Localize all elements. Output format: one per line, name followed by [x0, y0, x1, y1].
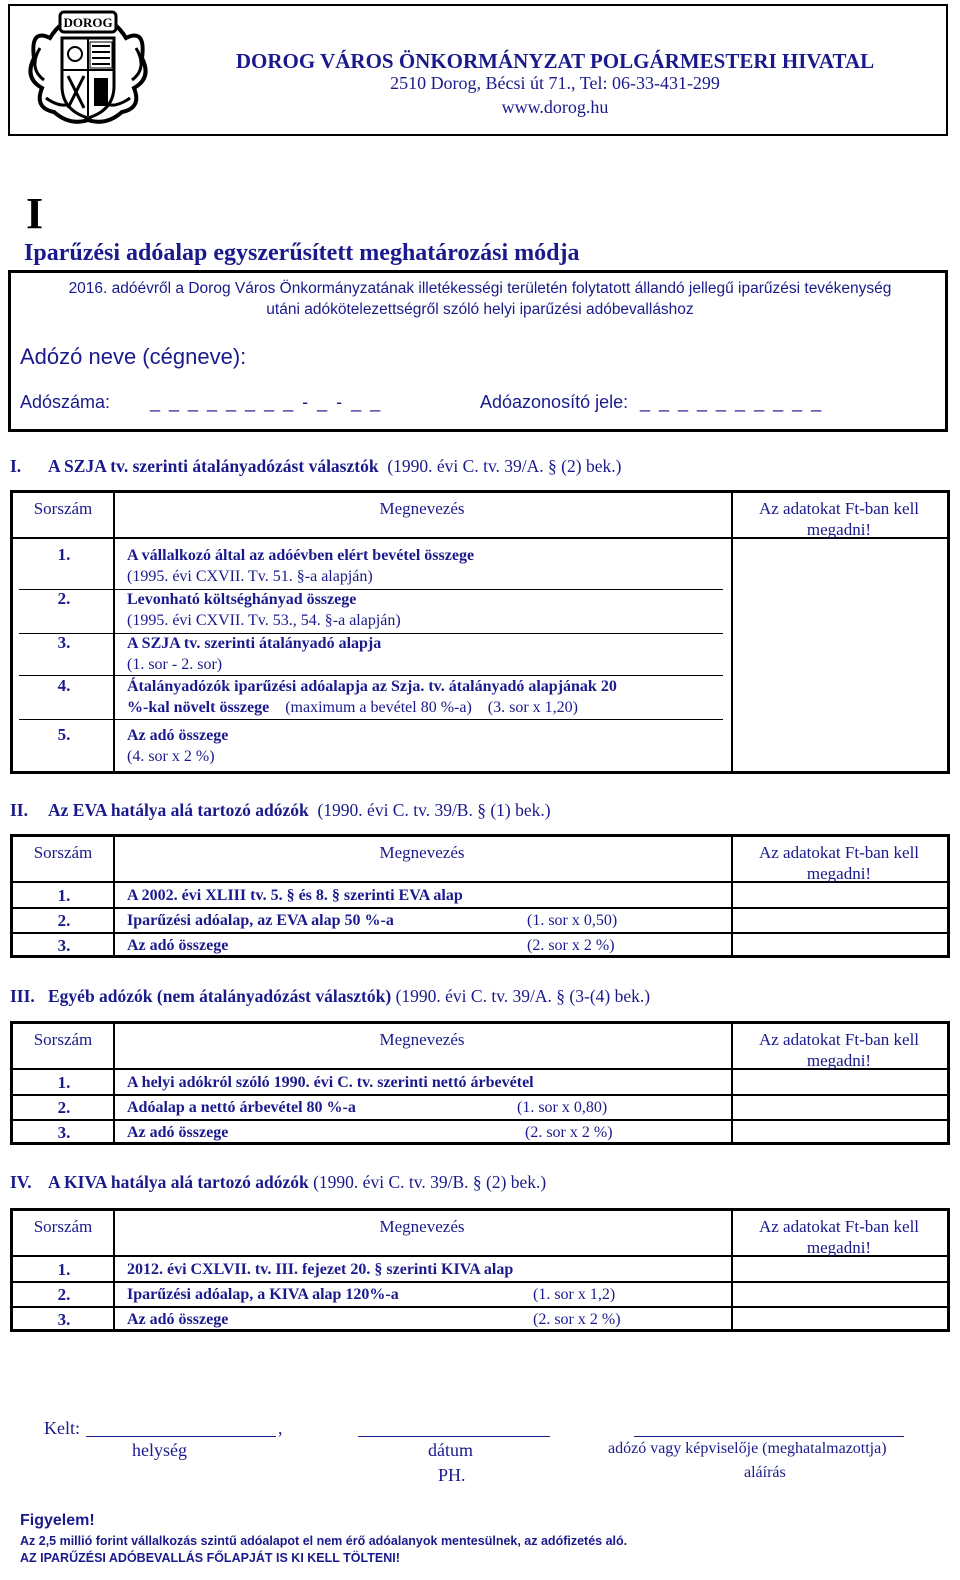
- section-1-title: [10, 456, 621, 477]
- table-row: Adóalap a nettó árbevétel 80 %-a: [127, 1099, 356, 1116]
- col-header-number: Sorszám: [33, 1030, 93, 1049]
- table-row: Az adó összege (4. sor x 2 %): [127, 727, 229, 765]
- table-row: A vállalkozó által az adóévben elért bevétel összege (1995. évi CXVII. Tv. 51. §-a alapján): [127, 547, 475, 585]
- office-address: 2510 Dorog, Bécsi út 71., Tel: 06-33-431-299: [390, 73, 720, 93]
- section-number: III.: [10, 986, 35, 1006]
- table-row: Iparűzési adóalap, az EVA alap 50 %-a: [127, 912, 394, 929]
- col-header-amount: Az adatokat Ft-ban kell: [758, 1030, 920, 1049]
- notice-line-2: AZ IPARŰZÉSI ADÓBEVALLÁS FŐLAPJÁT IS KI KELL TÖLTENI!: [20, 1551, 400, 1565]
- row-calc: (1. sor x 0,80): [517, 1099, 608, 1116]
- row-number: 3.: [57, 1123, 71, 1142]
- row-calc: (2. sor x 2 %): [525, 1124, 613, 1141]
- kelt-label: Kelt:: [44, 1418, 80, 1438]
- col-header-name: Megnevezés: [379, 1030, 465, 1049]
- row-number: 3.: [57, 936, 71, 955]
- row-number: 2.: [57, 1098, 71, 1117]
- row-number: 2.: [57, 1285, 71, 1304]
- col-header-number: Sorszám: [33, 1217, 93, 1236]
- row-number: 2.: [57, 589, 71, 608]
- taxpayer-name-label: Adózó neve (cégneve):: [20, 344, 247, 369]
- date-label: dátum: [428, 1440, 473, 1460]
- row-number: 1.: [57, 1073, 71, 1092]
- section-heading: A KIVA hatálya alá tartozó adózók: [48, 1172, 309, 1192]
- tax-number-label: Adószáma:: [20, 392, 111, 412]
- col-header-amount: Az adatokat Ft-ban kell: [758, 499, 920, 518]
- tax-number-field[interactable]: _ _ _ _ _ _ _ _ - _ - _ _: [150, 392, 383, 412]
- section-4-table: [10, 1208, 950, 1332]
- intro-line-1: 2016. adóévről a Dorog Város Önkormányzatának illetékességi területén folytatott állandó jellegű iparűzési tevékenység: [68, 280, 892, 297]
- table-row: Az adó összege: [127, 1311, 229, 1328]
- row-calc: (2. sor x 2 %): [533, 1311, 621, 1328]
- col-header-amount-note: megadni!: [806, 1238, 872, 1257]
- section-number: IV.: [10, 1172, 32, 1192]
- crest-banner-text: DOROG: [63, 15, 113, 30]
- table-row: A helyi adókról szóló 1990. évi C. tv. szerinti nettó árbevétel: [127, 1074, 534, 1091]
- section-2-title: [10, 800, 551, 821]
- row-calc: (2. sor x 2 %): [527, 937, 615, 954]
- office-title: DOROG VÁROS ÖNKORMÁNYZAT POLGÁRMESTERI HIVATAL: [235, 49, 875, 73]
- col-header-number: Sorszám: [33, 499, 93, 518]
- office-website[interactable]: www.dorog.hu: [501, 97, 609, 117]
- section-reference: (1990. évi C. tv. 39/A. § (3-(4) bek.): [395, 986, 651, 1006]
- table-row: A SZJA tv. szerinti átalányadó alapja (1. sor - 2. sor): [127, 635, 382, 673]
- row-number: 4.: [57, 676, 71, 695]
- section-number: I.: [10, 456, 22, 476]
- place-input-line[interactable]: [86, 1436, 276, 1437]
- form-letter: I: [26, 189, 44, 238]
- form-title: Iparűzési adóalap egyszerűsített meghatározási módja: [24, 240, 580, 266]
- table-row: 2012. évi CXLVII. tv. III. fejezet 20. § szerinti KIVA alap: [127, 1261, 514, 1278]
- section-reference: (1990. évi C. tv. 39/B. § (1) bek.): [317, 800, 551, 820]
- section-3-table: [10, 1021, 950, 1145]
- sign-label: aláírás: [744, 1464, 786, 1481]
- dorog-crest-logo: [20, 8, 156, 132]
- date-input-line[interactable]: [358, 1436, 550, 1437]
- section-4-title: [10, 1172, 546, 1193]
- col-header-number: Sorszám: [33, 843, 93, 862]
- col-header-amount-note: megadni!: [806, 520, 872, 539]
- col-header-amount: Az adatokat Ft-ban kell: [758, 843, 920, 862]
- row-number: 3.: [57, 633, 71, 652]
- tax-id-label: Adóazonosító jele:: [480, 392, 629, 412]
- col-header-name: Megnevezés: [379, 499, 465, 518]
- table-row: Átalányadózók iparűzési adóalapja az Szja. tv. átalányadó alapjának 20 %-kal növelt összege (maximum a bevétel 80 %-a) (3. sor x 1,20): [127, 678, 617, 716]
- col-header-amount-note: megadni!: [806, 1051, 872, 1070]
- kelt-comma: ,: [278, 1418, 283, 1438]
- col-header-amount: Az adatokat Ft-ban kell: [758, 1217, 920, 1236]
- signer-label: adózó vagy képviselője (meghatalmazottja): [608, 1440, 887, 1457]
- col-header-name: Megnevezés: [379, 1217, 465, 1236]
- notice-heading: Figyelem!: [20, 1512, 95, 1529]
- col-header-amount-note: megadni!: [806, 864, 872, 883]
- table-row: Az adó összege: [127, 1124, 229, 1141]
- row-number: 1.: [57, 1260, 71, 1279]
- section-heading: A SZJA tv. szerinti átalányadózást választók: [48, 456, 379, 476]
- ph-label: PH.: [438, 1465, 466, 1485]
- row-number: 3.: [57, 1310, 71, 1329]
- section-1-table: [10, 490, 950, 774]
- row-number: 5.: [57, 725, 71, 744]
- row-number: 2.: [57, 911, 71, 930]
- row-number: 1.: [57, 886, 71, 905]
- place-label: helység: [132, 1440, 187, 1460]
- table-row: Az adó összege: [127, 937, 229, 954]
- signature-input-line[interactable]: [634, 1436, 904, 1437]
- row-number: 1.: [57, 545, 71, 564]
- row-calc: (1. sor x 1,2): [533, 1286, 616, 1303]
- tax-id-field[interactable]: _ _ _ _ _ _ _ _ _ _: [640, 392, 824, 412]
- section-heading: Egyéb adózók (nem átalányadózást választók): [48, 986, 392, 1006]
- section-number: II.: [10, 800, 28, 820]
- intro-line-2: utáni adókötelezettségről szóló helyi iparűzési adóbevalláshoz: [266, 301, 694, 318]
- section-2-table: [10, 834, 950, 958]
- table-row: Levonható költséghányad összege (1995. évi CXVII. Tv. 53., 54. §-a alapján): [127, 591, 401, 629]
- section-heading: Az EVA hatálya alá tartozó adózók: [48, 800, 309, 820]
- table-row: Iparűzési adóalap, a KIVA alap 120%-a: [127, 1286, 399, 1303]
- notice-line-1: Az 2,5 millió forint vállalkozás szintű adóalapot el nem érő adóalanyok mentesülnek, az adófizetés aló.: [20, 1534, 628, 1548]
- table-row: A 2002. évi XLIII tv. 5. § és 8. § szerinti EVA alap: [127, 887, 463, 904]
- section-3-title: [10, 986, 650, 1007]
- row-calc: (1. sor x 0,50): [527, 912, 618, 929]
- section-reference: (1990. évi C. tv. 39/A. § (2) bek.): [387, 456, 622, 476]
- section-reference: (1990. évi C. tv. 39/B. § (2) bek.): [313, 1172, 547, 1192]
- col-header-name: Megnevezés: [379, 843, 465, 862]
